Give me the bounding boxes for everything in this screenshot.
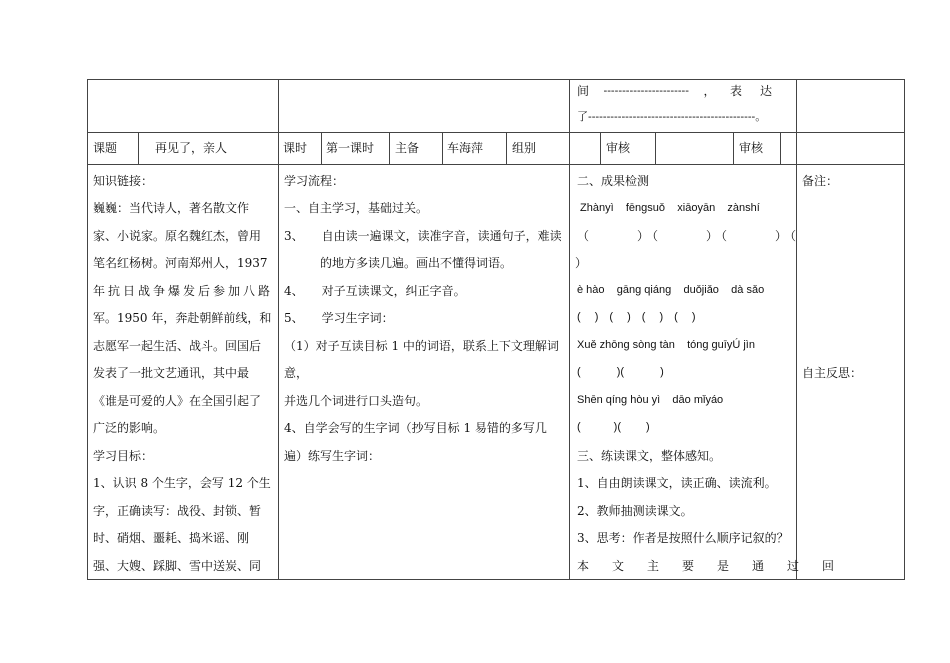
topic-label: 课题: [93, 141, 118, 155]
pinyin-word: fēngsuǒ: [625, 202, 666, 214]
pinyin-word: Shēn qíng hòu yì: [577, 394, 661, 406]
header-line-1-end: 表达: [729, 84, 790, 98]
header-line-1-comma: ，: [703, 84, 716, 98]
table-border-bottom: [87, 579, 904, 580]
period-label: 课时: [283, 141, 308, 155]
goals-line: 强、大嫂、踩脚、雪中送炭、同: [93, 559, 262, 573]
answer-blanks-3: ( )( ): [577, 366, 664, 378]
goals-line: 字，正确读写：战役、封锁、暂: [93, 504, 262, 518]
info-divider-e: [506, 132, 507, 165]
bio-line: [93, 201, 273, 215]
pinyin-word: Xuě zhōng sòng tàn: [577, 339, 675, 351]
process-item: 3、 自由读一遍课文，读准字音，读通句子，难读: [284, 229, 562, 243]
info-divider-a: [138, 132, 139, 165]
process-heading: 学习流程：: [284, 174, 345, 188]
goals-heading: 学习目标：: [93, 449, 154, 463]
process-item: 5、 学习生字词：: [284, 311, 394, 325]
bio-line: 《谁是可爱的人》在全国引起了: [93, 394, 262, 408]
header-line-1-start: 间: [577, 84, 590, 98]
pinyin-word: dà sǎo: [731, 284, 765, 296]
step-2: 2、教师抽测读课文。: [577, 504, 693, 518]
bio-line-text: 巍巍：当代诗人，著名散文作: [93, 201, 250, 215]
table-border-top: [87, 79, 904, 80]
bio-line: 志愿军一起生活、战斗。回国后: [93, 339, 262, 353]
col-divider-2: [569, 79, 570, 580]
info-divider-d: [442, 132, 443, 165]
table-border-right: [904, 79, 905, 580]
topic-value: 再见了，亲人: [155, 141, 228, 155]
col-divider-3: [796, 79, 797, 580]
bio-line: 发表了一批文艺通讯，其中最: [93, 366, 250, 380]
group-label: 组别: [512, 141, 537, 155]
bio-line: 军。1950 年，奔赴朝鲜前线，和: [93, 311, 272, 325]
answer-blanks-1b: ）: [575, 256, 588, 270]
answer-blanks-4: ( )( ): [577, 421, 650, 433]
pinyin-word: dāo mǐyáo: [672, 394, 724, 406]
answer-blanks-2: ( ) ( ) ( ) ( ): [577, 311, 696, 323]
results-heading: 二、成果检测: [577, 174, 650, 188]
review-label-2: 审核: [739, 141, 764, 155]
bio-line: 广泛的影响。: [93, 421, 166, 435]
header-line-1-dashes: -----------------------: [603, 84, 689, 97]
info-divider-f: [600, 132, 601, 165]
pinyin-row-4: [577, 394, 723, 407]
pinyin-word: gāng qiáng: [616, 284, 672, 296]
process-item: 4、自学会写的生字词（抄写目标 1 易错的多写几: [284, 421, 547, 435]
review-label-1: 审核: [606, 141, 631, 155]
pinyin-word: Zhànyì: [580, 202, 614, 214]
notes-label: 备注：: [802, 174, 839, 188]
table-row-divider-2: [87, 164, 904, 165]
pinyin-word: duǒjiǎo: [683, 284, 719, 296]
pinyin-row-1: [580, 202, 760, 215]
pinyin-word: è hào: [577, 284, 605, 296]
info-divider-c: [389, 132, 390, 165]
process-item: 的地方多读几遍。画出不懂得词语。: [284, 256, 513, 270]
pinyin-word: tóng guīyÚ jìn: [687, 339, 755, 351]
table-row-divider-1: [87, 132, 904, 133]
table-border-left: [87, 79, 88, 580]
pinyin-word: xiāoyān: [677, 202, 716, 214]
step-3: 3、思考：作者是按照什么顺序记叙的？: [577, 531, 789, 545]
info-divider-i: [780, 132, 781, 165]
col-divider-1: [278, 79, 279, 580]
pinyin-word: zànshí: [727, 202, 760, 214]
process-item: （1）对子互读目标 1 中的词语，联系上下文理解词: [284, 339, 559, 353]
bio-line: 年抗日战争爆发后参加八路: [93, 284, 274, 298]
pinyin-row-3: [577, 339, 755, 352]
goals-line: 时、硝烟、噩耗、捣米谣、刚: [93, 531, 250, 545]
knowledge-heading: 知识链接：: [93, 174, 154, 188]
pinyin-row-2: [577, 284, 764, 297]
answer-blanks-1: （ ）（ ）（ ）（: [577, 229, 800, 243]
prep-label: 主备: [395, 141, 420, 155]
process-item: 4、 对子互读课文，纠正字音。: [284, 284, 466, 298]
process-item: 遍）练写生字词：: [284, 449, 381, 463]
goals-line: 1、认识 8 个生字，会写 12 个生: [93, 476, 271, 490]
prep-value: 车海萍: [447, 141, 484, 155]
info-divider-h: [733, 132, 734, 165]
info-divider-g: [655, 132, 656, 165]
bio-line: 笔名红杨树。河南郑州人，1937: [93, 256, 268, 270]
bio-line: 家、小说家。原名魏红杰，曾用: [93, 229, 262, 243]
process-item: 意，: [284, 366, 309, 380]
period-value: 第一课时: [326, 141, 375, 155]
reflection-label: 自主反思：: [802, 366, 863, 380]
process-item: 一、自主学习，基础过关。: [284, 201, 429, 215]
header-line-1: [577, 84, 790, 98]
section-3-heading: 三、练读课文，整体感知。: [577, 449, 722, 463]
step-4: 本文主要是通过回: [577, 559, 858, 573]
info-divider-b: [321, 132, 322, 165]
step-1: 1、自由朗读课文，读正确、读流利。: [577, 476, 777, 490]
process-item: 并选几个词进行口头造句。: [284, 394, 429, 408]
header-line-2: 了---------------------------------------------。: [577, 110, 767, 123]
